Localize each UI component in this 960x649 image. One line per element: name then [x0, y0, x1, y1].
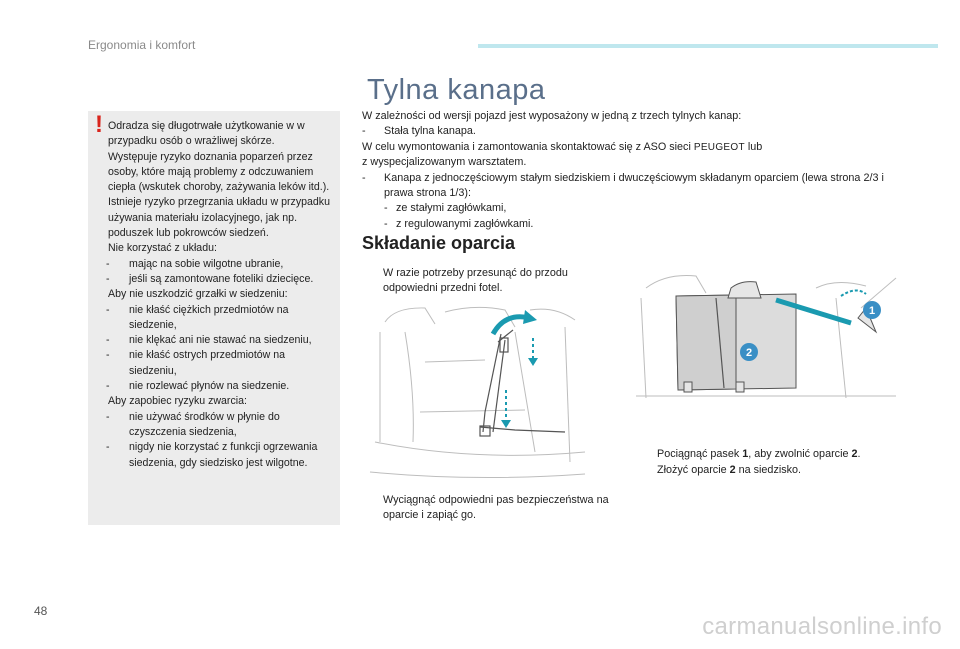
warning-list-item: - nie rozlewać płynów na siedzenie. — [106, 380, 290, 393]
warning-list-item: - nie kłaść ostrych przedmiotów na siedzeniu, — [106, 349, 286, 377]
warning-list-item: - mając na sobie wilgotne ubranie, — [106, 257, 284, 270]
warning-icon: ! — [95, 111, 103, 138]
warning-text-4: Nie korzystać z układu: — [108, 242, 217, 255]
option-item: - Kanapa z jednoczęściowym stałym siedziskiem i dwuczęściowym składanym oparciem (lewa strona 2/3 i prawa strona 1/3): — [362, 171, 884, 200]
warning-list-item: - nigdy nie korzystać z funkcji ogrzewania siedzenia, gdy siedzisko jest wilgotne. — [106, 441, 318, 469]
intro-text — [362, 109, 902, 232]
warning-text-1: Odradza się długotrwałe użytkowanie w w przypadku osób o wrażliwej skórze. — [108, 120, 305, 148]
warning-text-6: Aby zapobiec ryzyku zwarcia: — [108, 395, 247, 408]
intro-line: W celu wymontowania i zamontowania skontaktować się z ASO sieci PEUGEOT lub — [362, 140, 763, 153]
warning-text-5: Aby nie uszkodzić grzałki w siedzeniu: — [108, 288, 288, 301]
warning-list-item: - nie kłaść ciężkich przedmiotów na siedzenie, — [106, 303, 289, 331]
warning-text-3: Istnieje ryzyko przegrzania układu w przypadku używania materiału izolacyjnego, jak np. poduszek lub pokrowców siedzeń. — [108, 196, 330, 240]
arrow-right-icon — [362, 493, 383, 524]
watermark: carmanualsonline.info — [702, 613, 942, 640]
warning-list-item: - nie klękać ani nie stawać na siedzeniu, — [106, 334, 312, 347]
option-item: - Stała tylna kanapa. — [362, 125, 476, 138]
header-accent-bar — [478, 44, 938, 48]
arrow-right-icon — [636, 463, 657, 478]
brand-name: PEUGEOT — [693, 141, 745, 153]
warning-list-item: - nie używać środków w płynie do czyszczenia siedzenia, — [106, 410, 280, 438]
page-number: 48 — [34, 604, 48, 618]
option-subitem: - z regulowanymi zagłówkami. — [384, 217, 534, 230]
warning-box — [88, 111, 340, 525]
section-subheading: Składanie oparcia — [362, 233, 516, 253]
badge-1-label: 1 — [868, 305, 876, 317]
rear-seat-belt-illustration — [365, 302, 590, 482]
section-header: Ergonomia i komfort — [88, 38, 196, 52]
option-subitem: - ze stałymi zagłówkami, — [384, 202, 507, 215]
step-buckle-belt: Wyciągnąć odpowiedni pas bezpieczeństwa na oparcie i zapiąć go. — [362, 493, 612, 524]
warning-text-2: Występuje ryzyko doznania poparzeń przez osoby, które mają problemy z odczuwaniem ciepła (wskutek choroby, zażywania leków itd.). — [108, 150, 330, 194]
page-title: Tylna kanapa — [367, 74, 546, 106]
fold-backrest-illustration — [636, 268, 901, 408]
step-pull-strap: Pociągnąć pasek 1, aby zwolnić oparcie 2. — [636, 447, 936, 462]
arrow-right-icon — [636, 447, 657, 462]
intro-line: z wyspecjalizowanym warsztatem. — [362, 156, 527, 169]
badge-2-label: 2 — [745, 347, 753, 359]
intro-line: W zależności od wersji pojazd jest wyposażony w jedną z trzech tylnych kanap: — [362, 110, 742, 122]
arrow-right-icon — [362, 266, 383, 297]
step-move-front-seat: W razie potrzeby przesunąć do przodu odpowiedni przedni fotel. — [362, 266, 612, 297]
step-fold-backrest: Złożyć oparcie 2 na siedzisko. — [636, 463, 936, 478]
warning-list-item: - jeśli są zamontowane foteliki dziecięce. — [106, 272, 314, 285]
